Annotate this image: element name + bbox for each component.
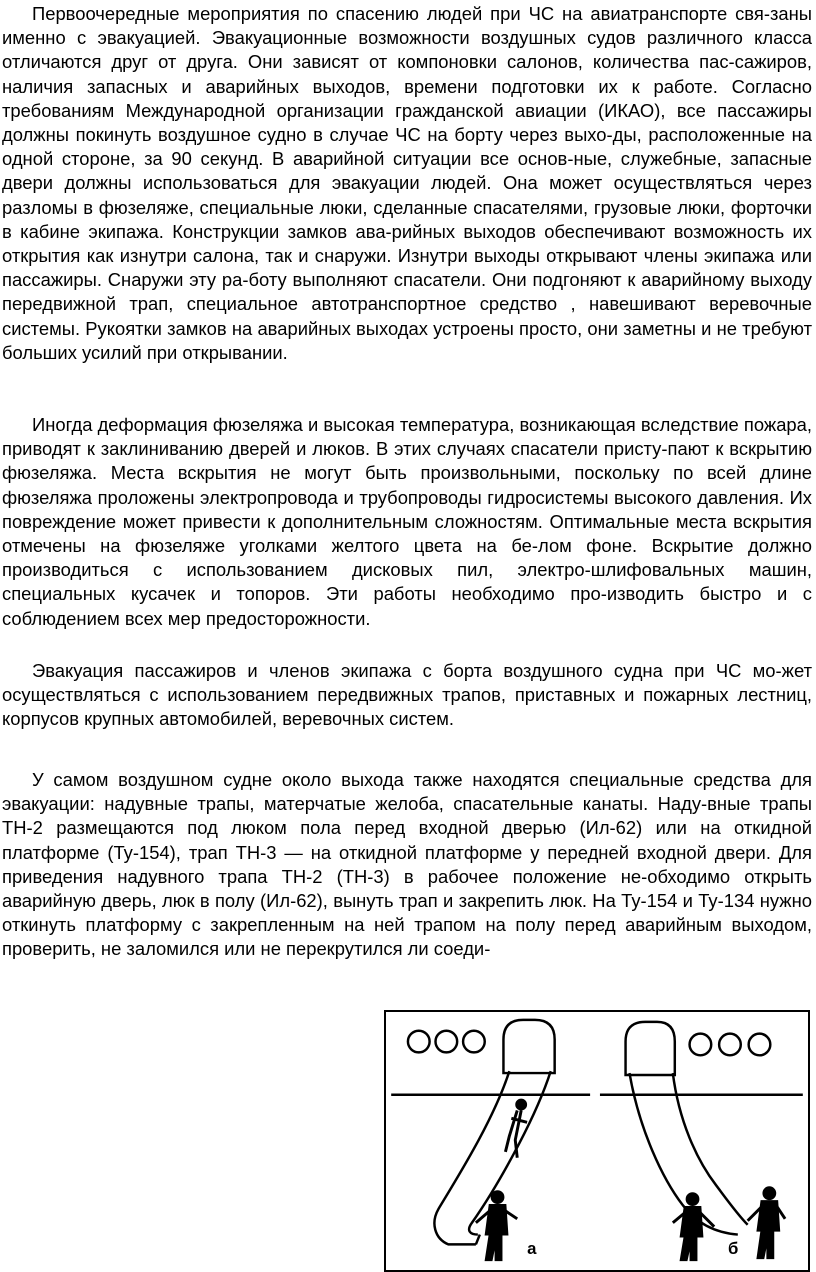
paragraph-evacuation-means: Эвакуация пассажиров и членов экипажа с борта воздушного судна при ЧС мо-жет осуществляться с использованием передвижных трапов, приставных и пожарных лестниц, корпусов крупных автомобилей, веревочных систем. xyxy=(2,660,812,730)
rescuer-icon xyxy=(763,1187,775,1199)
evacuation-slide-illustration xyxy=(384,1010,810,1272)
figure-label-a: а xyxy=(527,1239,537,1259)
slide-drawing xyxy=(386,1012,808,1270)
door-a xyxy=(503,1020,554,1073)
person-sliding-icon xyxy=(516,1100,526,1110)
window-icon xyxy=(690,1034,712,1056)
rescuer-icon xyxy=(492,1191,504,1203)
paragraph-fuselage-opening: Иногда деформация фюзеляжа и высокая температура, возникающая вследствие пожара, приводят к заклиниванию дверей и люков. В этих случаях спасатели присту-пают к вскрытию фюзеляжа. Места вскрытия не могут быть произвольными, поскольку по всей длине фюзеляжа проложены электропровода и трубопроводы гидросистемы высокого давления. Их повреждение может привести к дополнительным сложностям. Оптимальные места вскрытия отмечены на фюзеляже уголками желтого цвета на бе-лом фоне. Вскрытие должно производиться с использованием дисковых пил, электро-шлифовальных машин, специальных кусачек и топоров. Эти работы необходимо про-изводить быстро и с соблюдением всех мер предосторожности. xyxy=(2,414,812,629)
rescuer-icon xyxy=(687,1193,699,1205)
window-icon xyxy=(749,1034,771,1056)
door-b xyxy=(626,1022,675,1075)
window-icon xyxy=(463,1031,485,1053)
window-icon xyxy=(436,1031,458,1053)
paragraph-evacuation-intro: Первоочередные мероприятия по спасению людей при ЧС на авиатранспорте свя-заны именно с эвакуацией. Эвакуационные возможности воздушных судов различного класса отличаются друг от друга. Они зависят от компоновки салонов, количества пас-сажиров, наличия запасных и аварийных выходов, времени подготовки их к работе. Согласно требованиям Международной организации гражданской авиации (ИКАО), все пассажиры должны покинуть воздушное судно в случае ЧС на борту через выхо-ды, расположенные на одной стороне, за 90 секунд. В аварийной ситуации все основ-ные, служебные, запасные двери должны использоваться для эвакуации людей. Она может осуществляться через разломы в фюзеляже, специальные люки, сделанные спасателями, грузовые люки, форточки в кабине экипажа. Конструкции замков ава-рийных выходов обеспечивают возможность их открытия как изнутри салона, так и снаружи. Изнутри выходы открывают члены экипажа или пассажиры. Снаружи эту ра-боту выполняют спасатели. Они подгоняют к аварийному выходу передвижной трап, специальное автотранспортное средство , навешивают веревочные системы. Рукоятки замков на аварийных выходах устроены просто, они заметны и не требуют больших усилий при открывании. xyxy=(2,3,812,363)
window-icon xyxy=(719,1034,741,1056)
window-icon xyxy=(408,1031,430,1053)
figure-label-b: б xyxy=(727,1239,739,1259)
paragraph-onboard-equipment: У самом воздушном судне около выхода также находятся специальные средства для эвакуации: надувные трапы, матерчатые желоба, спасательные канаты. Наду-вные трапы ТН-2 размещаются под люком пола перед входной дверью (Ил-62) или на откидной платформе (Ту-154), трап ТН-3 — на откидной платформе у передней входной двери. Для приведения надувного трапа ТН-2 (ТН-3) в рабочее положение не-обходимо открыть аварийную дверь, люк в полу (Ил-62), вынуть трап и закрепить люк. На Ту-154 и Ту-134 нужно откинуть платформу с закрепленным на ней трапом на полу перед аварийным выходом, проверить, не заломился или не перекрутился ли соеди- xyxy=(2,769,812,960)
